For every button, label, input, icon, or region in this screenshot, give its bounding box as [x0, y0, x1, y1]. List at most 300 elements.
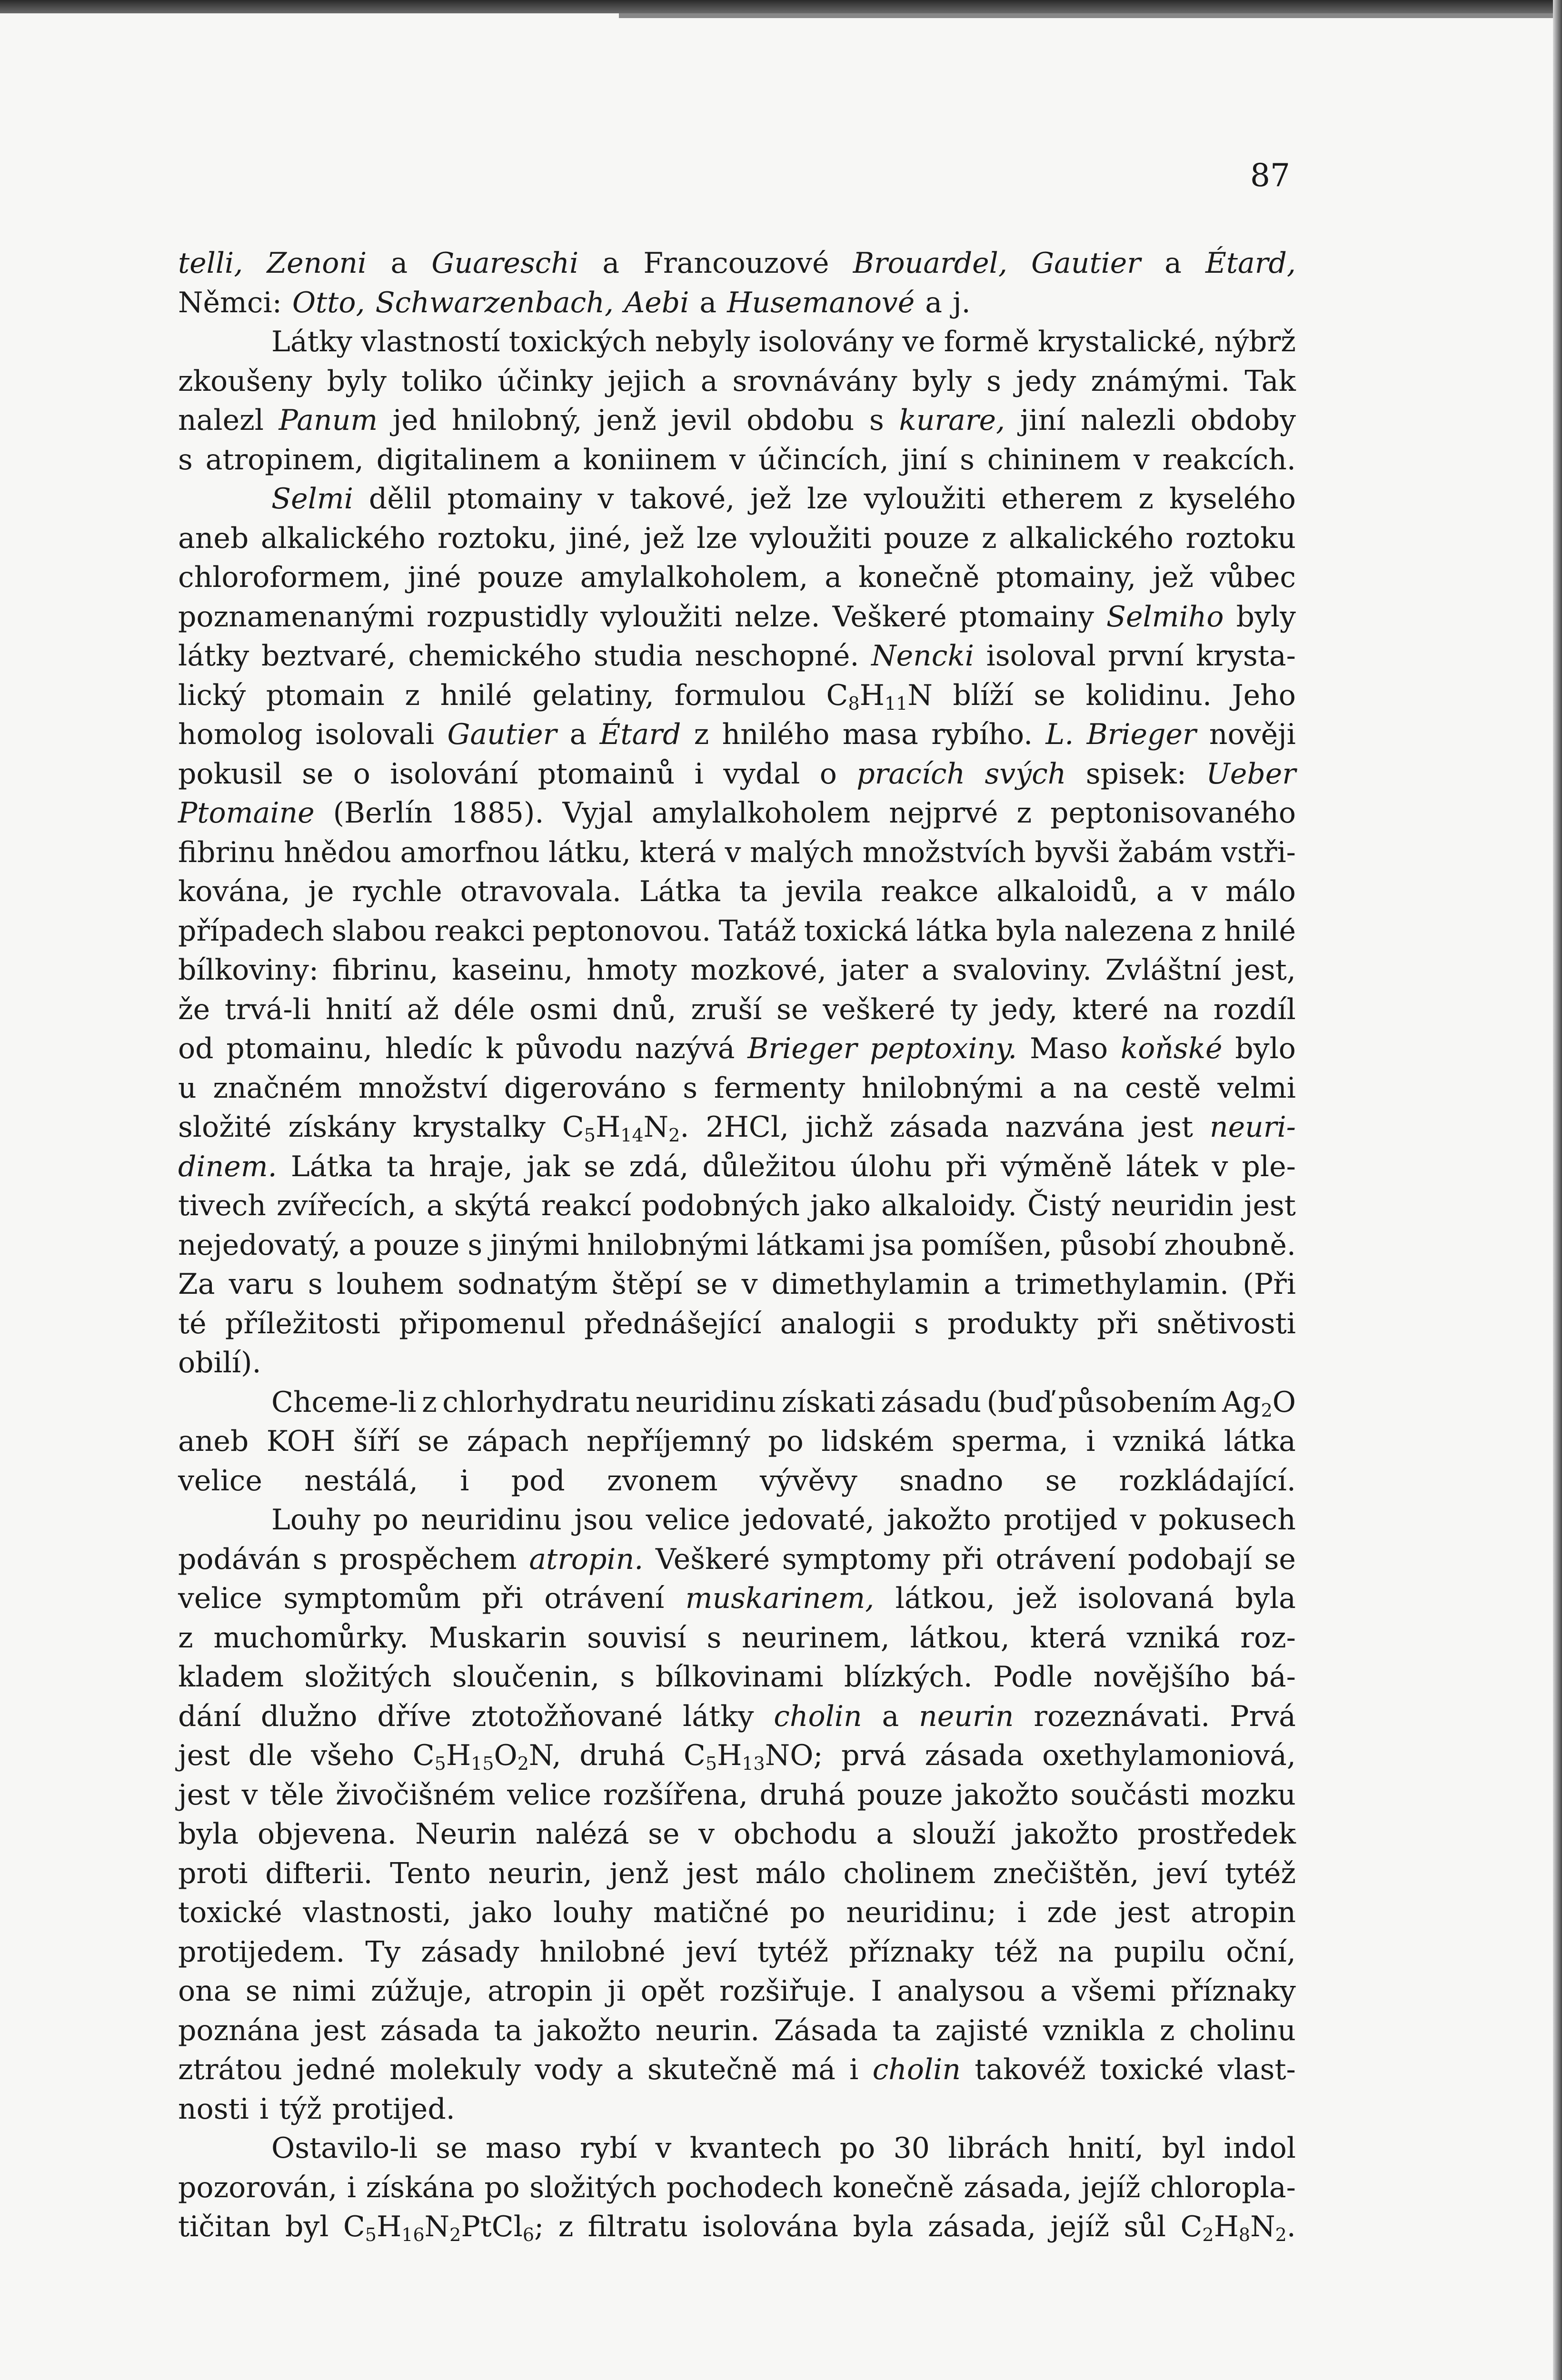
word: isolovali — [315, 718, 435, 751]
word: kladem — [178, 1660, 284, 1694]
word: analysou — [897, 1974, 1025, 2008]
word: jenž — [597, 404, 657, 437]
word: látkami — [756, 1228, 865, 1262]
word: toxická — [804, 914, 908, 948]
word: jest — [178, 1739, 230, 1772]
word: v — [1130, 1503, 1146, 1537]
word: velice — [507, 1778, 592, 1812]
text-line — [178, 2129, 1296, 2168]
word: 30 — [893, 2132, 930, 2165]
word: protijedem. — [178, 1935, 345, 1969]
word: symptomy — [782, 1542, 930, 1576]
word: připomenul — [399, 1307, 566, 1340]
word: neuridinu — [421, 1503, 562, 1537]
word: analogii — [780, 1307, 895, 1340]
word: Jeho — [1232, 678, 1296, 712]
word: a — [925, 286, 943, 319]
word: jinými — [490, 1228, 579, 1262]
word: (Při — [1243, 1268, 1296, 1301]
word: fibrinu, — [332, 953, 438, 987]
word: při — [482, 1582, 523, 1615]
word: jež — [1016, 1582, 1057, 1615]
word: velice — [178, 1582, 262, 1615]
word: difterii. — [265, 1856, 373, 1890]
word: prostředek — [1137, 1817, 1296, 1851]
word: štěpí — [611, 1268, 682, 1301]
word: takové, — [629, 482, 735, 516]
word: se — [436, 2132, 468, 2165]
word: nověji — [1209, 718, 1296, 751]
word: a — [1156, 875, 1174, 908]
word: dání — [178, 1699, 241, 1733]
word: všeho — [311, 1739, 395, 1772]
word: látka — [1224, 1425, 1296, 1458]
word: Louhy — [271, 1503, 361, 1537]
word: trvá-li — [224, 992, 311, 1026]
word: byl — [1162, 2132, 1205, 2165]
word: osmi — [529, 992, 598, 1026]
word: librách — [948, 2132, 1050, 2165]
word: alkaloidů, — [996, 875, 1138, 908]
word: $Ag_2O$ — [1222, 1385, 1296, 1421]
word: v — [725, 835, 741, 869]
word: nýbrž — [1214, 325, 1296, 358]
word: chininem — [987, 443, 1121, 476]
word: lický — [178, 678, 246, 712]
word: součásti — [1070, 1778, 1189, 1812]
word: cestě — [1124, 1071, 1201, 1105]
word: případech — [178, 914, 324, 948]
word: látkou, — [895, 1582, 995, 1615]
word: chloropla- — [1150, 2171, 1296, 2204]
word: všemi — [1072, 1974, 1156, 2008]
word: reakcí — [541, 1189, 631, 1222]
word: atropinem, — [205, 443, 364, 476]
word: reakci — [434, 914, 525, 948]
word: atropin. — [529, 1542, 644, 1576]
word: byvši — [1035, 835, 1109, 869]
word: byla — [178, 1817, 239, 1851]
word: málo — [1225, 875, 1296, 908]
word: hnědou — [284, 835, 392, 869]
word: skutečně — [647, 2053, 777, 2086]
word: Étard, — [1205, 247, 1296, 280]
word: při — [942, 1542, 984, 1576]
word: přednášející — [584, 1307, 762, 1340]
word: protijed — [1004, 1503, 1118, 1537]
word: rozeznávati. — [1034, 1699, 1210, 1733]
word: vstři- — [1221, 835, 1296, 869]
text-line — [178, 1618, 1296, 1658]
word: snadno — [899, 1464, 1004, 1497]
word: se — [648, 1817, 680, 1851]
word: fermenty — [714, 1071, 846, 1105]
word: svých — [985, 757, 1066, 791]
text-line — [178, 872, 1296, 912]
word: byla — [853, 2210, 914, 2243]
word: obdoby — [1190, 404, 1296, 437]
text-line — [178, 558, 1296, 597]
word: Gautier — [447, 718, 557, 751]
word: látek — [1126, 1150, 1198, 1183]
text-line — [178, 322, 1296, 362]
word: a — [700, 364, 718, 398]
word: vody — [535, 2053, 603, 2086]
word: velmi — [1217, 1071, 1296, 1105]
word: původu — [516, 1032, 623, 1065]
word: znečištěn, — [993, 1856, 1139, 1890]
word: při — [1097, 1307, 1138, 1340]
word: s — [683, 1071, 697, 1105]
word: jed — [392, 404, 437, 437]
text-line — [178, 1461, 1296, 1501]
paragraph — [178, 244, 1296, 322]
word: po — [768, 1425, 804, 1458]
word: otrávení — [544, 1582, 665, 1615]
word: příznaky — [1171, 1974, 1296, 2008]
word: zúžuje, — [370, 1974, 473, 2008]
word: Podle — [993, 1660, 1073, 1694]
word: etherem — [1001, 482, 1123, 516]
word: vývěvy — [759, 1464, 857, 1497]
word: jiní — [1020, 404, 1066, 437]
word: neuridinu — [635, 1385, 776, 1419]
word: isolována — [702, 2210, 839, 2243]
word: hnilé — [440, 678, 512, 712]
text-line — [178, 951, 1296, 990]
word: získány — [288, 1111, 396, 1144]
word: důležitou — [702, 1150, 836, 1183]
word: která — [1030, 1621, 1107, 1655]
word: molekuly — [389, 2053, 521, 2086]
word: v — [741, 1268, 758, 1301]
word: Brouardel, — [853, 247, 1007, 280]
word: jež — [750, 482, 792, 516]
word: látku, — [548, 835, 631, 869]
word: jejíž — [1050, 2210, 1110, 2243]
word: rybí — [579, 2132, 637, 2165]
text-line — [178, 440, 1296, 480]
text-line — [178, 2050, 1296, 2090]
word: se — [776, 992, 808, 1026]
word: ptomainů — [537, 757, 675, 791]
word: látky — [178, 639, 249, 673]
word: sperma, — [951, 1425, 1068, 1458]
word: v — [1212, 1150, 1228, 1183]
word: a — [1164, 247, 1182, 280]
word: 2HCl, — [706, 1111, 789, 1144]
word: Ueber — [1206, 757, 1296, 791]
text-line — [178, 1815, 1296, 1854]
word: o — [353, 757, 370, 791]
word: a — [553, 443, 570, 476]
word: se — [302, 757, 334, 791]
word: jest — [1118, 1896, 1170, 1929]
word: Vyjal — [562, 796, 633, 830]
word: jakožto — [955, 1778, 1059, 1812]
word: cholin — [774, 1699, 862, 1733]
word: se — [245, 1974, 278, 2008]
word: účincích, — [758, 443, 889, 476]
text-line — [178, 2207, 1296, 2247]
word: zápach — [467, 1425, 569, 1458]
word: a — [348, 1228, 366, 1262]
word: slabou — [332, 914, 427, 948]
word: skýtá — [454, 1189, 531, 1222]
word: Látky — [271, 325, 352, 358]
word: zde — [1047, 1896, 1097, 1929]
word: jest, — [1234, 953, 1296, 987]
word: neurin. — [655, 2013, 760, 2047]
word: Tento — [390, 1856, 471, 1890]
word: ta — [892, 2013, 921, 2047]
word: z — [422, 1385, 437, 1419]
word: atropin — [487, 1974, 593, 2008]
word: z — [694, 718, 709, 751]
word: vzniká — [1113, 1425, 1206, 1458]
word: neurin, — [488, 1856, 592, 1890]
word: jež — [643, 521, 685, 555]
word: Aebi — [624, 286, 689, 319]
word: na — [1163, 992, 1199, 1026]
word: cholinu — [1189, 2013, 1296, 2047]
word: je — [308, 875, 334, 908]
word: rychle — [352, 875, 442, 908]
word: Panum — [279, 404, 378, 437]
word: Neurin — [415, 1817, 517, 1851]
word: $C_5H_{15}O_2N$, — [412, 1739, 561, 1774]
text-line — [178, 519, 1296, 558]
word: toxické — [178, 1896, 282, 1929]
word: novějšího — [1093, 1660, 1231, 1694]
word: fibrinu — [178, 835, 275, 869]
paragraph — [178, 479, 1296, 1383]
word: isolovaná — [1078, 1582, 1214, 1615]
word: z — [178, 1621, 193, 1655]
word: veškeré — [823, 992, 935, 1026]
word: lze — [696, 521, 738, 555]
word: o — [819, 757, 837, 791]
word: se — [418, 1425, 449, 1458]
word: jest — [686, 1856, 738, 1890]
word: pozorován, — [178, 2171, 338, 2204]
word: dinem. — [178, 1150, 277, 1183]
word: známými. — [1091, 364, 1230, 398]
word: se — [1045, 1464, 1077, 1497]
word: (buď — [986, 1385, 1053, 1419]
word: aneb — [178, 521, 249, 555]
text-line — [178, 1304, 1296, 1344]
word: formě — [944, 325, 1030, 358]
word: rozšířena, — [603, 1778, 748, 1812]
word: dimethylamin — [771, 1268, 970, 1301]
word: jest — [178, 1778, 230, 1812]
word: ptomainy, — [996, 561, 1136, 594]
word: koniinem — [583, 443, 717, 476]
word: rybího. — [931, 718, 1033, 751]
word: bílkovinami — [655, 1660, 824, 1694]
word: ptomainy — [447, 482, 582, 516]
text-line — [178, 1775, 1296, 1815]
word: i — [347, 2171, 357, 2204]
word: z — [558, 2210, 574, 2243]
word: s — [178, 443, 193, 476]
word: ona — [178, 1974, 231, 2008]
word: digerováno — [504, 1071, 667, 1105]
word: v — [1133, 443, 1150, 476]
word: koňské — [1120, 1032, 1223, 1065]
text-line — [178, 754, 1296, 794]
text-line — [178, 1422, 1296, 1461]
word: z — [982, 521, 997, 555]
paragraph — [178, 1500, 1296, 2129]
word: a — [1039, 1071, 1057, 1105]
word: složitých — [529, 2171, 657, 2204]
word: neuridinu; — [846, 1896, 997, 1929]
word: Selmiho — [1106, 600, 1224, 634]
word: otrávení — [995, 1542, 1116, 1576]
word: působením — [1058, 1385, 1217, 1419]
word: složité — [178, 1111, 272, 1144]
word: první — [1108, 639, 1184, 673]
text-line — [178, 1579, 1296, 1618]
word: bílkoviny: — [178, 953, 319, 987]
word: konečně — [858, 561, 980, 594]
word: jedné — [296, 2053, 376, 2086]
word: filtratu — [587, 2210, 688, 2243]
text-line — [178, 1226, 1296, 1265]
word: množství — [358, 1071, 488, 1105]
word: jakožto — [537, 2013, 641, 2047]
word: Nencki — [871, 639, 974, 673]
word: jeví — [686, 1935, 737, 1969]
text-line — [178, 1265, 1296, 1304]
word: jakožto — [887, 1503, 991, 1537]
word: louhem — [336, 1268, 444, 1301]
word: ztrátou — [178, 2053, 283, 2086]
scan-top-edge — [0, 0, 1562, 13]
word: a — [882, 1699, 899, 1733]
word: hnití — [325, 992, 392, 1026]
word: hnilé — [1224, 914, 1296, 948]
text-line — [178, 833, 1296, 873]
word: srovnávány — [732, 364, 897, 398]
text-line — [178, 793, 1296, 833]
text-line — [178, 1186, 1296, 1226]
word: po — [790, 1896, 826, 1929]
word: vlastností — [361, 325, 500, 358]
word: jsou — [574, 1503, 634, 1537]
word: vyloužiti — [864, 482, 986, 516]
word: s — [869, 404, 884, 437]
word: gelatiny, — [532, 678, 655, 712]
word: jichž — [806, 1111, 873, 1144]
word: dělil — [368, 482, 432, 516]
word: obdobu — [746, 404, 855, 437]
word: dříve — [377, 1699, 452, 1733]
word: zásada, — [964, 2171, 1072, 2204]
word: Husemanové — [727, 286, 915, 319]
word: Selmi — [271, 482, 353, 516]
word: hnilého — [722, 718, 830, 751]
word: Ptomaine — [178, 796, 315, 830]
word: peptonisovaného — [1050, 796, 1296, 830]
word: beztvaré, — [261, 639, 396, 673]
word: byly — [327, 364, 387, 398]
word: druhá — [579, 1739, 666, 1772]
word: zkoušeny — [178, 364, 312, 398]
word: jejich — [607, 364, 686, 398]
word: jevil — [671, 404, 732, 437]
text-line — [178, 715, 1296, 754]
word: malých — [749, 835, 854, 869]
text-line — [178, 2168, 1296, 2208]
text-line — [178, 2090, 1296, 2129]
word: cholinem — [843, 1856, 976, 1890]
word: látkou, — [910, 1621, 1010, 1655]
word: jedovaté, — [742, 1503, 875, 1537]
word: toxické — [1099, 2053, 1204, 2086]
text-line — [178, 283, 1296, 323]
word: muchomůrky. — [213, 1621, 408, 1655]
word: jež — [1153, 561, 1194, 594]
word: hledíc — [385, 1032, 473, 1065]
word: amorfnou — [400, 835, 540, 869]
word: isoloval — [986, 639, 1096, 673]
word: hmoty — [586, 953, 677, 987]
word: $C_5H_{13}NO$; — [683, 1739, 823, 1774]
word: a — [984, 1268, 1001, 1301]
word: byla — [1235, 1582, 1296, 1615]
word: která — [639, 835, 716, 869]
word: značném — [213, 1071, 342, 1105]
word: ztotožňované — [471, 1699, 663, 1733]
word: podobají — [1127, 1542, 1252, 1576]
word: kolidinu. — [1085, 678, 1212, 712]
word: nejedovatý, — [178, 1228, 341, 1262]
word: vznikla — [1043, 2013, 1145, 2047]
word: s — [706, 1621, 722, 1655]
word: sodnatým — [458, 1268, 598, 1301]
word: spisek: — [1085, 757, 1186, 791]
word: ptomainu, — [226, 1032, 373, 1065]
word: pokusech — [1158, 1503, 1296, 1537]
text-line — [178, 912, 1296, 951]
word: té — [178, 1307, 207, 1340]
word: i — [1086, 1425, 1095, 1458]
word: hnilobný, — [451, 404, 582, 437]
word: kaseinu, — [452, 953, 573, 987]
word: Látka — [290, 1150, 373, 1183]
word: krystalické, — [1038, 325, 1206, 358]
word: a — [699, 286, 717, 319]
word: v — [241, 1778, 258, 1812]
word: žabám — [1118, 835, 1213, 869]
word: i — [849, 2053, 859, 2086]
text-line — [178, 1933, 1296, 1972]
word: v — [655, 2132, 672, 2165]
word: rozdíl — [1213, 992, 1296, 1026]
word: málo — [755, 1856, 826, 1890]
word: Látka — [639, 875, 721, 908]
word: poznána — [178, 2013, 299, 2047]
word: se — [1264, 1542, 1296, 1576]
word: symptomům — [283, 1582, 461, 1615]
word: bá- — [1251, 1660, 1296, 1694]
word: pochodech — [666, 2171, 823, 2204]
word: I — [871, 1974, 882, 2008]
word: v — [698, 1817, 715, 1851]
